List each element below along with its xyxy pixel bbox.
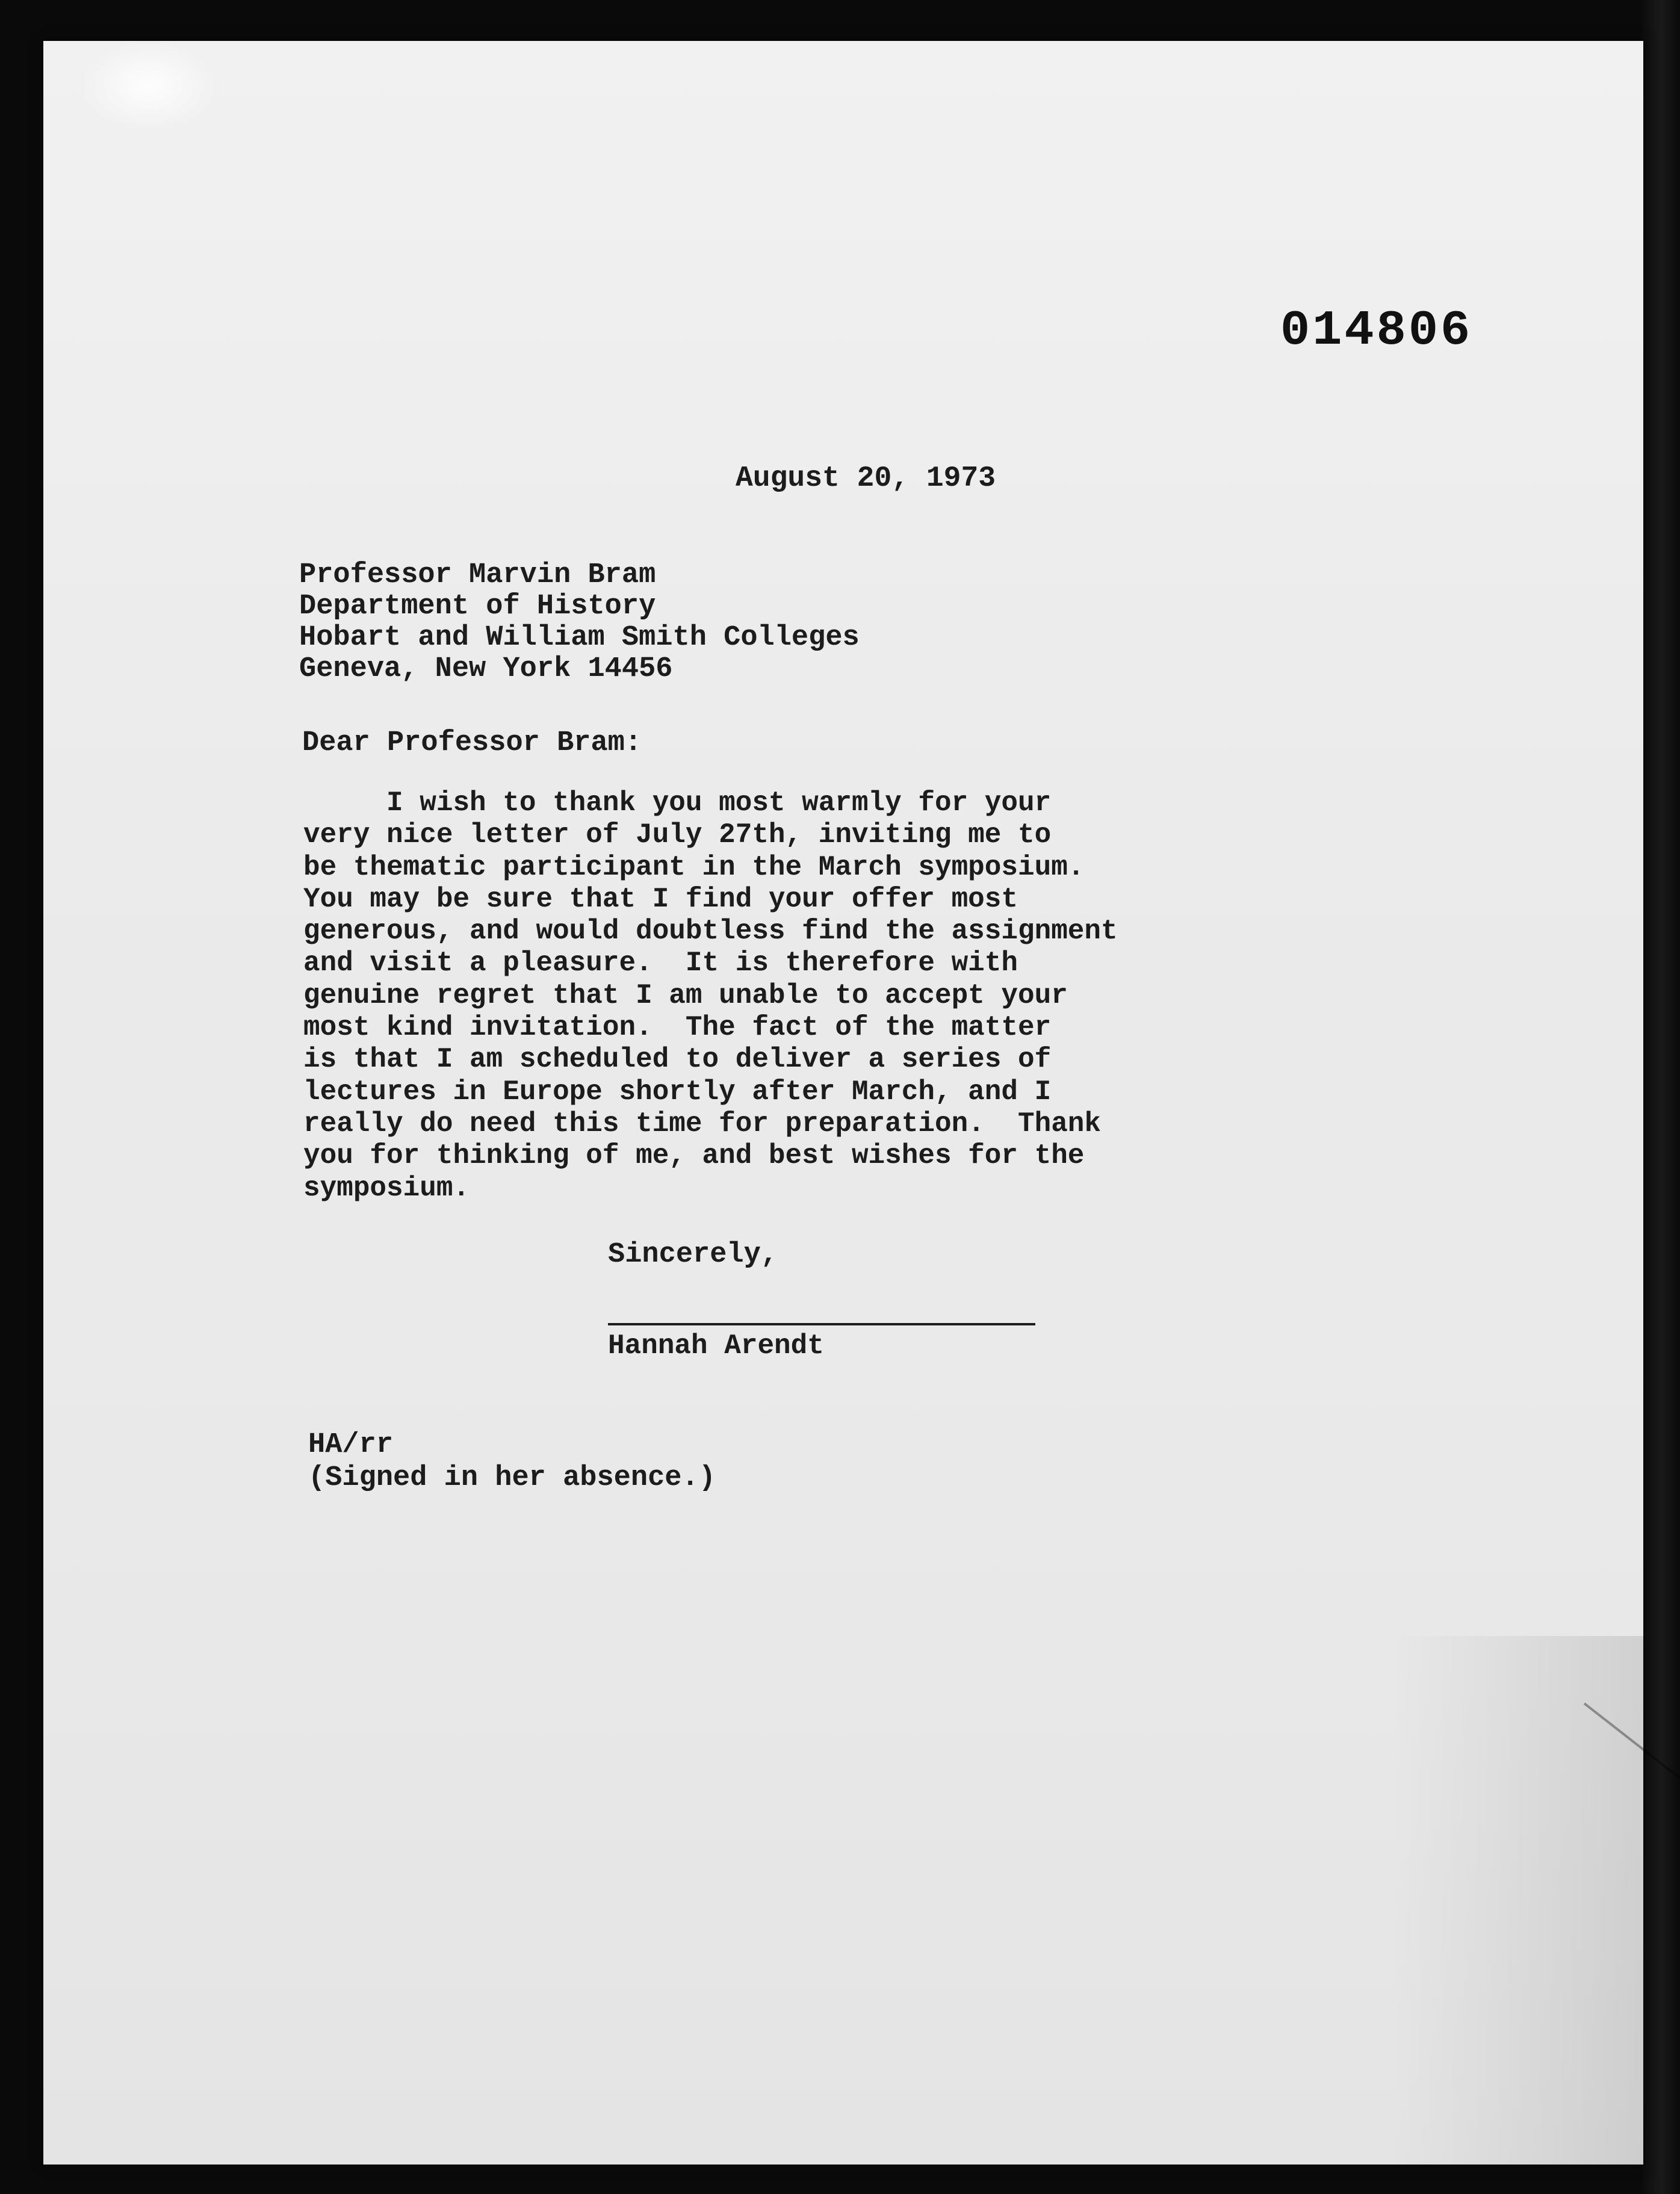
address-line: Professor Marvin Bram <box>299 559 656 591</box>
body-line: really do need this time for preparation. Thank <box>303 1108 1102 1139</box>
initials-line: HA/rr <box>308 1429 394 1461</box>
body-line: I wish to thank you most warmly for your <box>303 787 1052 819</box>
body-line: and visit a pleasure. It is therefore with <box>303 947 1018 979</box>
address-line: Department of History <box>299 590 656 622</box>
letter-body <box>303 787 1118 1204</box>
body-line: very nice letter of July 27th, inviting me to <box>303 819 1052 851</box>
signature-line <box>608 1323 1035 1325</box>
salutation: Dear Professor Bram: <box>302 727 642 759</box>
letter-date: August 20, 1973 <box>736 462 996 495</box>
body-line: most kind invitation. The fact of the matter <box>303 1012 1052 1044</box>
document-number: 014806 <box>1280 303 1473 359</box>
body-line: lectures in Europe shortly after March, and I <box>303 1076 1052 1108</box>
closing: Sincerely, <box>608 1239 778 1271</box>
body-line: symposium. <box>303 1172 470 1204</box>
recipient-address <box>299 560 860 685</box>
reference-initials <box>308 1428 716 1495</box>
address-line: Geneva, New York 14456 <box>299 653 673 685</box>
body-line: generous, and would doubtless find the assignment <box>303 916 1118 947</box>
body-line: be thematic participant in the March symposium. <box>303 851 1085 883</box>
body-line: genuine regret that I am unable to accept your <box>303 979 1068 1011</box>
signature-name: Hannah Arendt <box>608 1330 824 1362</box>
letter-paper <box>43 41 1643 2165</box>
address-line: Hobart and William Smith Colleges <box>299 622 860 654</box>
body-line: you for thinking of me, and best wishes for the <box>303 1140 1085 1172</box>
signed-note: (Signed in her absence.) <box>308 1462 716 1494</box>
body-line: is that I am scheduled to deliver a series of <box>303 1044 1052 1076</box>
body-line: You may be sure that I find your offer most <box>303 883 1018 915</box>
scan-edge <box>1641 0 1680 2194</box>
